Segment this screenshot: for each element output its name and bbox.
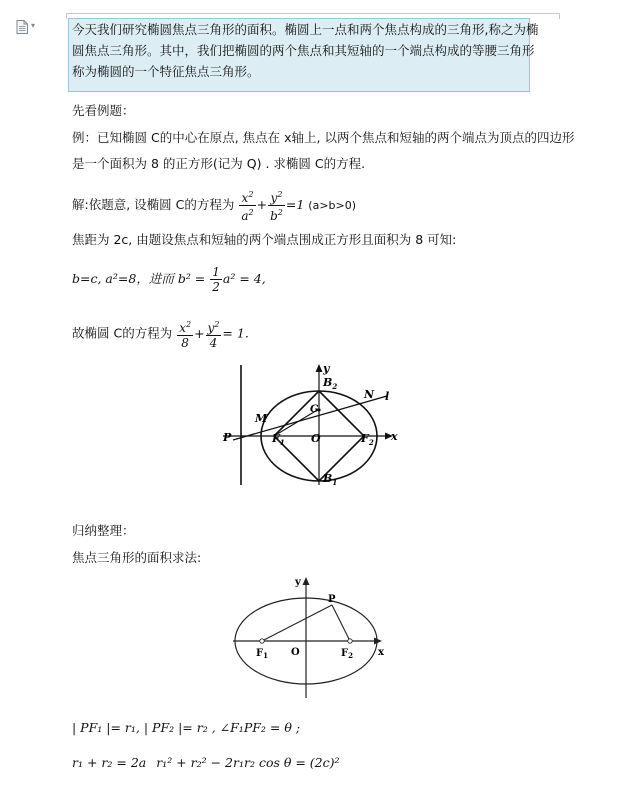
point-f1	[260, 639, 264, 643]
answer-frac-x: $\frac{x^2}{8}$	[179, 320, 192, 350]
label-y: y	[295, 577, 301, 588]
solution-line: 解:依题意, 设椭圆 C的方程为 $\frac{x^2}{a^2}$ + $\frac{y^2}{b^2}$ =1 (a>b>0)	[72, 190, 357, 223]
segment-pf1	[262, 605, 332, 641]
label-y: y	[323, 362, 330, 375]
relation-eq: b² =	[177, 271, 210, 286]
example-line-1: 例：已知椭圆 C的中心在原点, 焦点在 x轴上, 以两个焦点和短轴的两个端点为顶点的四边形	[72, 130, 575, 145]
relation-prefix: b=c, a²=8，进而	[72, 271, 174, 286]
figure-focal-triangle	[228, 572, 400, 702]
method-heading: 焦点三角形的面积求法:	[72, 550, 202, 565]
label-g: G	[310, 404, 319, 415]
label-x: x	[391, 430, 398, 443]
focal-line: 焦距为 2c, 由题设焦点和短轴的两个端点围成正方形且面积为 8 可知:	[72, 232, 457, 247]
label-f2: $F_2$	[361, 432, 374, 447]
label-n: N	[364, 388, 375, 401]
ellipse-frac-y: $\frac{y^2}{b^2}$	[270, 190, 283, 223]
label-p: P	[223, 431, 232, 444]
label-l: l	[385, 390, 390, 403]
example-heading: 先看例题：	[72, 103, 135, 118]
chevron-down-icon[interactable]: ▾	[31, 21, 36, 30]
label-m: M	[255, 412, 268, 425]
formula-cosine-law	[72, 752, 340, 773]
formula-cosine: r₁² + r₂² − 2r₁r₂ cos θ = (2c)²	[156, 755, 340, 770]
relation-line	[72, 265, 266, 294]
segment-pf2	[332, 605, 350, 641]
half-frac: $\frac{1}{2}$	[212, 265, 220, 294]
answer-tail: = 1.	[222, 325, 249, 341]
formula-sum: r₁ + r₂ = 2a	[72, 755, 147, 770]
formula-focal-radii: | PF₁ |= r₁, | PF₂ |= r₂ , ∠F₁PF₂ = θ ;	[72, 720, 301, 735]
label-p: P	[328, 594, 336, 605]
label-b1: $B_1$	[323, 472, 338, 487]
solution-condition: (a>b>0)	[308, 199, 357, 212]
example-line-2: 是一个面积为 8 的正方形(记为 Q) . 求椭圆 C的方程.	[72, 156, 366, 171]
summary-heading: 归纳整理：	[72, 523, 135, 538]
label-x: x	[378, 647, 384, 658]
y-axis-arrow	[303, 577, 310, 585]
document-icon[interactable]	[16, 20, 28, 34]
label-f1: $F_1$	[256, 648, 268, 660]
y-axis-arrow	[316, 364, 323, 372]
intro-paragraph: 今天我们研究椭圆焦点三角形的面积。椭圆上一点和两个焦点构成的三角形,称之为椭圆焦点三角形。其中，我们把椭圆的两个焦点和其短轴的一个端点构成的等腰三角形称为椭圆的一个特征焦点三角形。	[72, 22, 539, 79]
x-axis-arrow	[374, 638, 382, 645]
label-o: O	[291, 647, 300, 658]
answer-line: 故椭圆 C的方程为 $\frac{x^2}{8}$ + $\frac{y^2}{4}$ = 1.	[72, 320, 249, 350]
page-top-border	[66, 13, 560, 14]
label-f2: $F_2$	[341, 648, 353, 660]
page-corner-left	[66, 13, 67, 19]
point-f2	[348, 639, 352, 643]
answer-lead: 故椭圆 C的方程为	[72, 325, 173, 341]
solution-lead: 解:依题意, 设椭圆 C的方程为	[72, 197, 235, 212]
page-corner-right	[559, 13, 560, 19]
label-b2: $B_2$	[323, 376, 338, 391]
label-f1: $F_1$	[272, 432, 285, 447]
answer-frac-y: $\frac{y^2}{4}$	[207, 320, 220, 350]
relation-tail: a² = 4,	[222, 271, 266, 286]
label-o: O	[311, 432, 321, 445]
ellipse-frac-x: $\frac{x^2}{a^2}$	[241, 190, 254, 223]
figure-ellipse-square	[215, 360, 405, 492]
